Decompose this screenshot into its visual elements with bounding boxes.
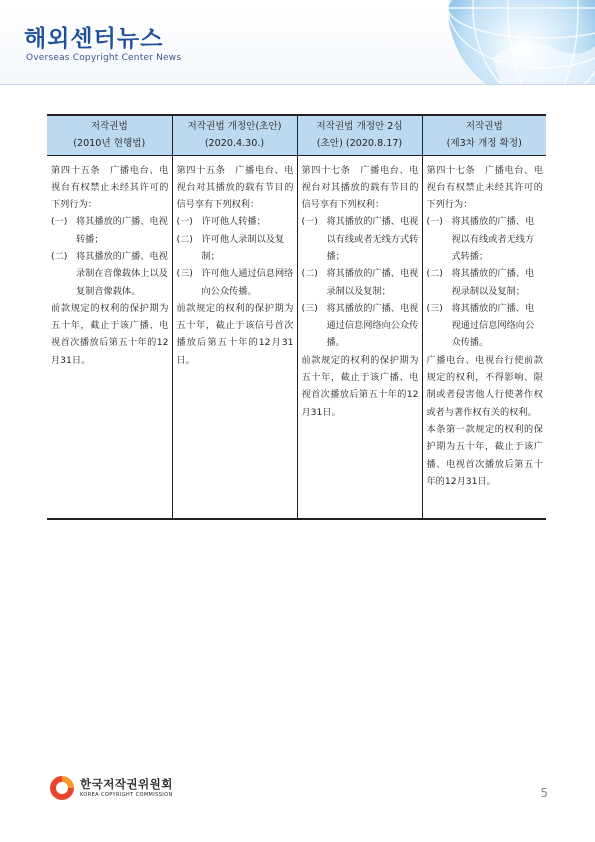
item-text: 将其播放的广播、电视录制以及复制； [326,268,419,297]
column-header: 저작권법 (2010년 현행법) [47,115,172,155]
globe-icon [433,0,595,85]
list-item [302,300,419,352]
header-subtitle: Overseas Copyright Center News [26,53,182,63]
list-item [427,300,544,352]
list-item [302,213,419,265]
article-paragraph: 前款规定的权利的保护期为五十年，截止于该广播、电视首次播放后第五十年的12月31日。 [301,354,419,418]
law-text-cell [297,155,422,519]
article-paragraph: 第四十七条 广播电台、电视台对其播放的载有节目的信号享有下列权利： [301,164,419,211]
item-number: (一) [176,216,193,228]
item-number: (一) [301,216,318,228]
article-paragraph: 前款规定的权利的保护期为五十年，截止于该广播、电视首次播放后第五十年的12月31日。 [51,302,169,366]
table-row [47,155,546,519]
article-paragraph: 广播电台、电视台行使前款规定的权利，不得影响、限制或者侵害他人行使著作权或者与著作权有关的权利。 [426,354,543,418]
column-header: 저작권법 개정안(초안) (2020.4.30.) [172,115,297,155]
item-text: 将其播放的广播、电视通过信息网络向公众传播。 [451,302,535,349]
item-number: (二) [176,233,193,245]
item-number: (一) [426,216,443,228]
header-divider [0,84,595,85]
law-text-cell [422,155,546,519]
item-number: (三) [426,302,443,314]
header-title: 해외센터뉴스 [24,26,164,52]
footer-org-name-english: KOREA COPYRIGHT COMMISSION [80,792,173,798]
law-comparison-table [47,114,546,520]
item-text: 许可他人通过信息网络向公众传播。 [201,268,294,297]
item-number: (二) [301,268,318,280]
item-text: 将其播放的广播、电视录制以及复制； [451,268,535,297]
list-item [51,248,169,300]
item-text: 将其播放的广播、电视转播； [76,216,168,245]
item-text: 将其播放的广播、电视录制在音像载体上以及复制音像载体。 [76,250,168,297]
kcc-logo-icon [48,774,76,802]
table-header-row [47,115,546,155]
list-item [302,265,419,300]
article-paragraph: 本条第一款规定的权利的保护期为五十年，截止于该广播、电视首次播放后第五十年的12月31日。 [426,423,543,487]
page-number: 5 [540,786,548,800]
list-item [177,265,294,300]
article-paragraph: 前款规定的权利的保护期为五十年，截止于该信号首次播放后第五十年的12月31日。 [176,302,294,366]
item-text: 将其播放的广播、电视以有线或者无线方式转播； [326,216,419,262]
footer-org-name: 한국저작권위원회 [80,777,173,791]
item-text: 许可他人录制以及复制； [201,233,285,262]
list-item [177,231,294,266]
item-number: (三) [301,302,318,314]
item-text: 将其播放的广播、电视以有线或者无线方式转播； [451,216,535,262]
list-item [427,265,544,300]
law-text-cell [47,155,172,519]
list-item [427,213,544,265]
article-paragraph: 第四十五条 广播电台、电视台有权禁止未经其许可的下列行为： [51,164,169,211]
article-paragraph: 第四十七条 广播电台、电视台有权禁止未经其许可的下列行为： [426,164,543,211]
column-header: 저작권법 (제3차 개정 확정) [422,115,546,155]
item-number: (三) [176,268,193,280]
item-number: (二) [426,268,443,280]
list-item [51,213,169,248]
column-header: 저작권법 개정안 2심 (초안) (2020.8.17) [297,115,422,155]
item-number: (二) [51,250,68,262]
list-item [177,213,294,230]
article-paragraph: 第四十五条 广播电台、电视台对其播放的载有节目的信号享有下列权利： [176,164,294,211]
page-header [0,0,595,85]
item-text: 将其播放的广播、电视通过信息网络向公众传播。 [326,302,419,349]
law-text-cell [172,155,297,519]
item-number: (一) [51,216,68,228]
item-text: 许可他人转播； [201,216,266,228]
